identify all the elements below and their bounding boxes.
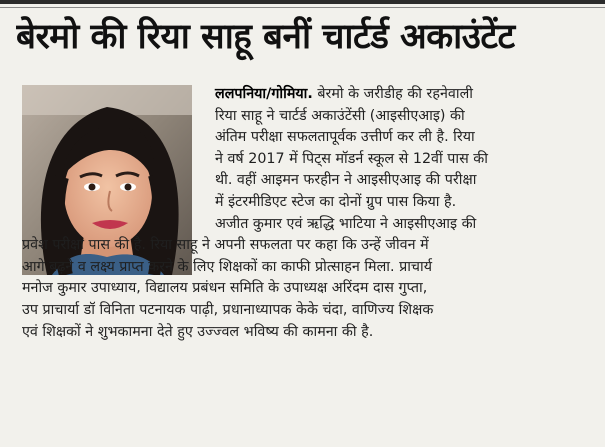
article-line: उप प्राचार्या डॉ विनिता पटनायक पाढ़ी, प्रधानाध्यापक केके चंदा, वाणिज्य शिक्षक [22, 301, 434, 318]
top-thin-rule [0, 7, 605, 8]
article-line: अजीत कुमार एवं ऋद्धि भाटिया ने आइसीएआइ की [215, 215, 477, 232]
article-line: प्रवेश परीक्षा पास की है. रिया साहू ने अपनी सफलता पर कहा कि उन्हें जीवन में [22, 237, 429, 254]
article-line: में इंटरमीडिएट स्टेज का दोनों ग्रुप पास किया है. [215, 193, 457, 210]
top-border-rule [0, 0, 605, 4]
article-line: ने वर्ष 2017 में पिट्स मॉडर्न स्कूल से 12वीं पास की [215, 150, 488, 167]
article-line [22, 84, 594, 106]
article-line: आगे बढ़ने व लक्ष्य प्राप्त करने के लिए शिक्षकों का काफी प्रोत्साहन मिला. प्राचार्य [22, 258, 432, 275]
article-line: मनोज कुमार उपाध्याय, विद्यालय प्रबंधन समिति के उपाध्यक्ष अरिंदम दास गुप्ता, [22, 280, 428, 297]
dateline: ललपनिया/गोमिया. [215, 86, 313, 102]
article-line: अंतिम परीक्षा सफलतापूर्वक उत्तीर्ण कर ली है. रिया [215, 129, 475, 146]
article-body [22, 84, 594, 343]
article-line: थी. वहीं आइमन फरहीन ने आइसीएआइ की परीक्षा [215, 172, 477, 189]
article-line: एवं शिक्षकों ने शुभकामना देते हुए उज्ज्वल भविष्य की कामना की है. [22, 323, 374, 340]
article-line: रिया साहू ने चार्टर्ड अकाउंटेंसी (आइसीएआइ) की [215, 107, 465, 124]
headline: बेरमो की रिया साहू बनीं चार्टर्ड अकाउंटेंट [16, 17, 515, 57]
article-line-text: बेरमो के जरीडीह की रहनेवाली [312, 86, 473, 102]
